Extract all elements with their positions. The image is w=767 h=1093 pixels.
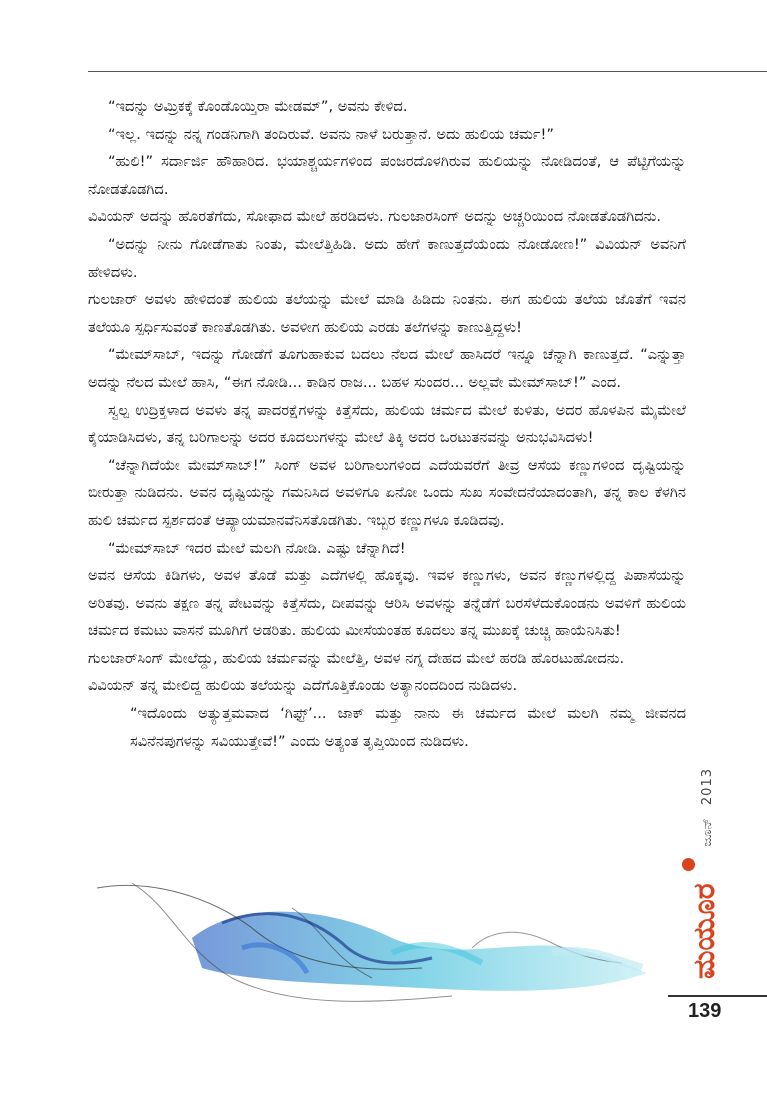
page-number-rule (668, 995, 767, 997)
accent-dot (682, 858, 695, 871)
paragraph: “ಹುಲಿ!” ಸರ್ದಾರ್ಜಿ ಹೌಹಾರಿದ. ಭಯಾಶ್ಚರ್ಯಗಳಿಂದ ಪಂಜರದೊಳಗಿರುವ ಹುಲಿಯನ್ನು ನೋಡಿದಂತೆ, ಆ ಪೆಟ್ಟಿಗೆಯನ್ನು ನೋಡತೊಡಗಿದ. (88, 153, 686, 198)
issue-year: 2013 (700, 768, 715, 806)
paragraph: “ಮೇಮ್‌ಸಾಬ್, ಇದನ್ನು ಗೋಡೆಗೆ ತೂಗುಹಾಕುವ ಬದಲು ನೆಲದ ಮೇಲೆ ಹಾಸಿದರೆ ಇನ್ನೂ ಚೆನ್ನಾಗಿ ಕಾಣುತ್ತದೆ. “ಎನ್ನುತ್ತಾ ಅದನ್ನು ನೆಲದ ಮೇಲೆ ಹಾಸಿ, “ಈಗ ನೋಡಿ... ಕಾಡಿನ ರಾಜ... ಬಹಳ ಸುಂದರ... ಅಲ್ಲವೇ ಮೇಮ್‌ಸಾಬ್!” ಎಂದ. (88, 346, 686, 391)
paragraph: ವಿವಿಯನ್ ತನ್ನ ಮೇಲಿದ್ದ ಹುಲಿಯ ತಲೆಯನ್ನು ಎದೆಗೊತ್ತಿಕೊಂಡು ಅತ್ಯಾನಂದದಿಂದ ನುಡಿದಳು. (88, 677, 518, 695)
paragraph: “ಅದನ್ನು ನೀನು ಗೋಡೆಗಾತು ನಿಂತು, ಮೇಲೆತ್ತಿಹಿಡಿ. ಅದು ಹೇಗೆ ಕಾಣುತ್ತದೆಯೆಂದು ನೋಡೋಣ!” ವಿವಿಯನ್ ಅವನಿಗೆ ಹೇಳಿದಳು. (88, 235, 686, 281)
tiger-skin-illustration (92, 868, 652, 1018)
paragraph: ಅವನ ಆಸೆಯ ಕಿಡಿಗಳು, ಅವಳ ತೊಡೆ ಮತ್ತು ಎದೆಗಳಲ್ಲಿ ಹೊಕ್ಕವು. ಇವಳ ಕಣ್ಣುಗಳು, ಅವನ ಕಣ್ಣುಗಳಲ್ಲಿದ್ದ ಪಿಪಾಸೆಯನ್ನು ಅರಿತವು. ಅವನು ತಕ್ಷಣ ತನ್ನ ಪೇಟವನ್ನು ಕಿತ್ತೆಸೆದು, ದೀಪವನ್ನು ಆರಿಸಿ ಅವಳನ್ನು ತನ್ನೆಡೆಗೆ ಬರಸೆಳೆದುಕೊಂಡನು ಅವಳಿಗೆ ಹುಲಿಯ ಚರ್ಮದ ಕಮಟು ವಾಸನೆ ಮೂಗಿಗೆ ಅಡರಿತು. ಹುಲಿಯ ಮೀಸೆಯಂತಹ ಕೂದಲು ತನ್ನ ಮುಖಕ್ಕೆ ಚುಚ್ಚಿ ಹಾಯೆನಿಸಿತು! (88, 567, 686, 640)
paragraph: ಸ್ವಲ್ಪ ಉದ್ರಿಕ್ತಳಾದ ಅವಳು ತನ್ನ ಪಾದರಕ್ಷೆಗಳನ್ನು ಕಿತ್ತೆಸೆದು, ಹುಲಿಯ ಚರ್ಮದ ಮೇಲೆ ಕುಳಿತು, ಅದರ ಹೊಳಪಿನ ಮೈಮೇಲೆ ಕೈಯಾಡಿಸಿದಳು, ತನ್ನ ಬರಿಗಾಲನ್ನು ಅದರ ಕೂದಲುಗಳನ್ನು ಮೇಲೆ ತಿಕ್ಕಿ ಅದರ ಒರಟುತನವನ್ನು ಅನುಭವಿಸಿದಳು! (88, 401, 686, 447)
paragraph: ಗುಲಜಾರ್‌ಸಿಂಗ್ ಮೇಲೆದ್ದು, ಹುಲಿಯ ಚರ್ಮವನ್ನು ಮೇಲೆತ್ತಿ, ಅವಳ ನಗ್ನ ದೇಹದ ಮೇಲೆ ಹರಡಿ ಹೊರಟುಹೋದನು. (88, 649, 625, 667)
paragraph: “ಚೆನ್ನಾಗಿದೆಯೇ ಮೇಮ್‌ಸಾಬ್!” ಸಿಂಗ್ ಅವಳ ಬರಿಗಾಲುಗಳಿಂದ ಎದೆಯವರೆಗೆ ತೀವ್ರ ಆಸೆಯ ಕಣ್ಣುಗಳಿಂದ ದೃಷ್ಟಿಯನ್ನು ಬೀರುತ್ತಾ ನುಡಿದನು. ಅವನ ದೃಷ್ಟಿಯನ್ನು ಗಮನಿಸಿದ ಅವಳಿಗೂ ಏನೋ ಒಂದು ಸುಖ ಸಂವೇದನೆಯಾದಂತಾಗಿ, ತನ್ನ ಕಾಲ ಕೆಳಗಿನ ಹುಲಿ ಚರ್ಮದ ಸ್ಪರ್ಶದಂತೆ ಆಪ್ಯಾಯಮಾನವೆನಿಸತೊಡಗಿತು. ಇಬ್ಬರ ಕಣ್ಣುಗಳೂ ಕೂಡಿದವು. (88, 456, 686, 529)
magazine-logo: ಮಯೂರ (687, 883, 722, 979)
page-number: 139 (688, 1000, 722, 1022)
paragraph: “ಇಲ್ಲ. ಇದನ್ನು ನನ್ನ ಗಂಡನಿಗಾಗಿ ತಂದಿರುವೆ. ಅವನು ನಾಳೆ ಬರುತ್ತಾನೆ. ಅದು ಹುಲಿಯ ಚರ್ಮ!” (108, 125, 554, 143)
issue-month: ಜೂನ್ (700, 818, 715, 847)
top-rule (88, 71, 767, 72)
paragraph: “ಮೇಮ್‌ಸಾಬ್ ಇದರ ಮೇಲೆ ಮಲಗಿ ನೋಡಿ. ಎಷ್ಟು ಚೆನ್ನಾಗಿದೆ! (108, 539, 406, 557)
paragraph: “ಇದೊಂದು ಅತ್ಯುತ್ತಮವಾದ ‘ಗಿಫ್ಟ್’... ಜಾಕ್ ಮತ್ತು ನಾನು ಈ ಚರ್ಮದ ಮೇಲೆ ಮಲಗಿ ನಮ್ಮ ಜೀವನದ ಸವಿನೆನಪುಗಳನ್ನು ಸವಿಯುತ್ತೇವೆ!” ಎಂದು ಅತ್ಯಂತ ತೃಪ್ತಿಯಿಂದ ನುಡಿದಳು. (130, 705, 686, 750)
paragraph: “ಇದನ್ನು ಅಮ್ರಿಕಕ್ಕೆ ಕೊಂಡೊಯ್ತಿರಾ ಮೇಡಮ್”, ಅವನು ಕೇಳಿದ. (108, 98, 408, 115)
story-text (88, 93, 686, 755)
paragraph: ವಿವಿಯನ್ ಅದನ್ನು ಹೊರತೆಗೆದು, ಸೋಫಾದ ಮೇಲೆ ಹರಡಿದಳು. ಗುಲಜಾರಸಿಂಗ್ ಅದನ್ನು ಅಚ್ಚರಿಯಿಂದ ನೋಡತೊಡಗಿದನು. (88, 208, 662, 226)
paragraph: ಗುಲಜಾರ್ ಅವಳು ಹೇಳಿದಂತೆ ಹುಲಿಯ ತಲೆಯನ್ನು ಮೇಲೆ ಮಾಡಿ ಹಿಡಿದು ನಿಂತನು. ಈಗ ಹುಲಿಯ ತಲೆಯ ಜೊತೆಗೆ ಇವನ ತಲೆಯೂ ಸ್ಪರ್ಧಿಸುವಂತೆ ಕಾಣತೊಡಗಿತು. ಅವಳೀಗ ಹುಲಿಯ ಎರಡು ತಲೆಗಳನ್ನು ಕಾಣುತ್ತಿದ್ದಳು! (88, 291, 686, 336)
